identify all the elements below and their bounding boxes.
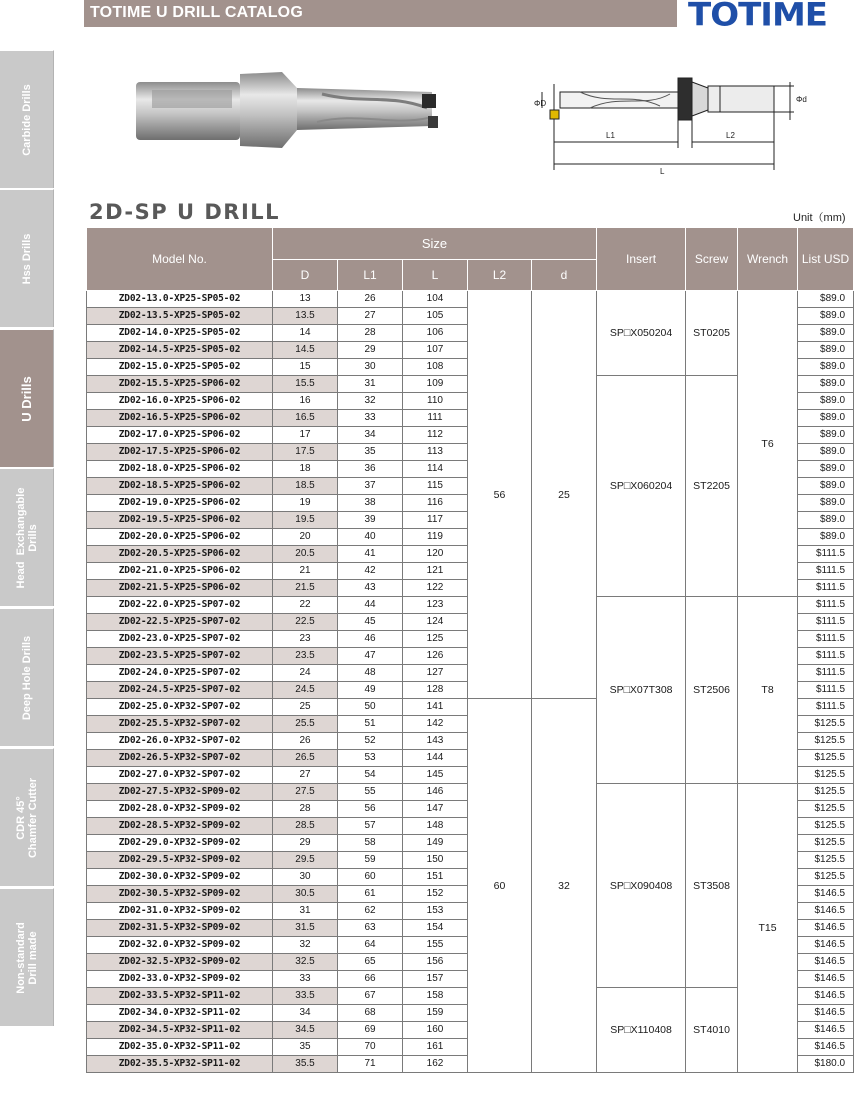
- cell-price: $125.5: [798, 801, 854, 818]
- cell-L: 125: [403, 631, 468, 648]
- cell-D: 27.5: [273, 784, 338, 801]
- cell-price: $111.5: [798, 631, 854, 648]
- diagram-L2: L2: [726, 131, 735, 140]
- cell-D: 23.5: [273, 648, 338, 665]
- cell-D: 27: [273, 767, 338, 784]
- cell-model: ZD02-34.5-XP32-SP11-02: [87, 1022, 273, 1039]
- col-header-price: List USD: [798, 228, 854, 291]
- cell-model: ZD02-30.0-XP32-SP09-02: [87, 869, 273, 886]
- cell-model: ZD02-24.0-XP25-SP07-02: [87, 665, 273, 682]
- cell-l2-group: 60: [468, 699, 532, 1073]
- cell-L1: 32: [338, 393, 403, 410]
- cell-L: 162: [403, 1056, 468, 1073]
- cell-L1: 64: [338, 937, 403, 954]
- cell-L1: 27: [338, 308, 403, 325]
- cell-L1: 38: [338, 495, 403, 512]
- cell-L1: 71: [338, 1056, 403, 1073]
- cell-D: 16.5: [273, 410, 338, 427]
- cell-D: 22.5: [273, 614, 338, 631]
- col-header-L1: L1: [338, 260, 403, 291]
- cell-L: 119: [403, 529, 468, 546]
- col-header-wrench: Wrench: [738, 228, 798, 291]
- cell-price: $125.5: [798, 869, 854, 886]
- cell-D: 34.5: [273, 1022, 338, 1039]
- cell-model: ZD02-19.0-XP25-SP06-02: [87, 495, 273, 512]
- cell-model: ZD02-27.0-XP32-SP07-02: [87, 767, 273, 784]
- cell-L: 154: [403, 920, 468, 937]
- cell-price: $125.5: [798, 784, 854, 801]
- cell-model: ZD02-15.0-XP25-SP05-02: [87, 359, 273, 376]
- cell-L: 109: [403, 376, 468, 393]
- cell-L: 155: [403, 937, 468, 954]
- cell-L1: 44: [338, 597, 403, 614]
- cell-L1: 29: [338, 342, 403, 359]
- cell-L1: 34: [338, 427, 403, 444]
- cell-price: $111.5: [798, 580, 854, 597]
- cell-screw-group: ST2506: [686, 597, 738, 784]
- cell-L: 113: [403, 444, 468, 461]
- cell-L1: 42: [338, 563, 403, 580]
- u-drill-photo: [132, 64, 448, 156]
- cell-D: 21: [273, 563, 338, 580]
- cell-L1: 60: [338, 869, 403, 886]
- cell-model: ZD02-28.5-XP32-SP09-02: [87, 818, 273, 835]
- cell-L1: 62: [338, 903, 403, 920]
- cell-price: $125.5: [798, 852, 854, 869]
- cell-L: 115: [403, 478, 468, 495]
- cell-D: 13.5: [273, 308, 338, 325]
- cell-price: $125.5: [798, 716, 854, 733]
- cell-model: ZD02-16.0-XP25-SP06-02: [87, 393, 273, 410]
- cell-screw-group: ST3508: [686, 784, 738, 988]
- cell-model: ZD02-24.5-XP25-SP07-02: [87, 682, 273, 699]
- cell-price: $89.0: [798, 410, 854, 427]
- cell-D: 30: [273, 869, 338, 886]
- cell-L1: 51: [338, 716, 403, 733]
- cell-L1: 58: [338, 835, 403, 852]
- cell-D: 24.5: [273, 682, 338, 699]
- cell-model: ZD02-20.0-XP25-SP06-02: [87, 529, 273, 546]
- cell-price: $146.5: [798, 971, 854, 988]
- cell-model: ZD02-23.5-XP25-SP07-02: [87, 648, 273, 665]
- section-title: 2D-SP U DRILL: [89, 200, 281, 224]
- cell-D: 18.5: [273, 478, 338, 495]
- cell-L1: 70: [338, 1039, 403, 1056]
- cell-L1: 41: [338, 546, 403, 563]
- cell-D: 29: [273, 835, 338, 852]
- cell-L: 151: [403, 869, 468, 886]
- cell-D: 34: [273, 1005, 338, 1022]
- sidebar-tab-label: Carbide Drills: [20, 83, 33, 156]
- cell-L1: 28: [338, 325, 403, 342]
- cell-L: 157: [403, 971, 468, 988]
- cell-L1: 31: [338, 376, 403, 393]
- cell-price: $146.5: [798, 903, 854, 920]
- cell-D: 30.5: [273, 886, 338, 903]
- cell-D: 21.5: [273, 580, 338, 597]
- cell-L1: 35: [338, 444, 403, 461]
- spec-table-body: [87, 291, 854, 1073]
- col-header-D: D: [273, 260, 338, 291]
- u-drill-spec-table: [86, 227, 854, 1073]
- cell-D: 32: [273, 937, 338, 954]
- cell-L1: 65: [338, 954, 403, 971]
- cell-price: $146.5: [798, 1005, 854, 1022]
- cell-L1: 26: [338, 291, 403, 308]
- cell-L1: 36: [338, 461, 403, 478]
- sidebar-tab-label: U Drills: [18, 375, 34, 422]
- cell-D: 19.5: [273, 512, 338, 529]
- cell-price: $125.5: [798, 835, 854, 852]
- cell-price: $111.5: [798, 614, 854, 631]
- cell-model: ZD02-27.5-XP32-SP09-02: [87, 784, 273, 801]
- sidebar-tab-label: Hss Drills: [20, 233, 33, 284]
- cell-screw-group: ST2205: [686, 376, 738, 597]
- cell-model: ZD02-25.0-XP32-SP07-02: [87, 699, 273, 716]
- cell-model: ZD02-28.0-XP32-SP09-02: [87, 801, 273, 818]
- cell-L1: 53: [338, 750, 403, 767]
- cell-price: $89.0: [798, 512, 854, 529]
- cell-L: 106: [403, 325, 468, 342]
- cell-L: 120: [403, 546, 468, 563]
- cell-D: 16: [273, 393, 338, 410]
- cell-D: 19: [273, 495, 338, 512]
- cell-price: $89.0: [798, 308, 854, 325]
- cell-insert-group: SP□X07T308: [597, 597, 686, 784]
- cell-price: $89.0: [798, 359, 854, 376]
- cell-model: ZD02-31.0-XP32-SP09-02: [87, 903, 273, 920]
- cell-model: ZD02-14.5-XP25-SP05-02: [87, 342, 273, 359]
- cell-model: ZD02-30.5-XP32-SP09-02: [87, 886, 273, 903]
- cell-model: ZD02-16.5-XP25-SP06-02: [87, 410, 273, 427]
- cell-L: 126: [403, 648, 468, 665]
- cell-L: 124: [403, 614, 468, 631]
- cell-wrench-group: T8: [738, 597, 798, 784]
- cell-price: $111.5: [798, 699, 854, 716]
- cell-L1: 45: [338, 614, 403, 631]
- cell-L: 104: [403, 291, 468, 308]
- cell-model: ZD02-20.5-XP25-SP06-02: [87, 546, 273, 563]
- col-header-insert: Insert: [597, 228, 686, 291]
- cell-L: 142: [403, 716, 468, 733]
- cell-insert-group: SP□X060204: [597, 376, 686, 597]
- catalog-header-bar: [84, 0, 677, 27]
- diagram-L: L: [660, 167, 665, 176]
- cell-D: 33: [273, 971, 338, 988]
- cell-D: 17: [273, 427, 338, 444]
- cell-insert-group: SP□X090408: [597, 784, 686, 988]
- cell-price: $125.5: [798, 750, 854, 767]
- cell-D: 26: [273, 733, 338, 750]
- cell-model: ZD02-22.0-XP25-SP07-02: [87, 597, 273, 614]
- cell-L: 161: [403, 1039, 468, 1056]
- cell-L: 114: [403, 461, 468, 478]
- cell-L: 146: [403, 784, 468, 801]
- totime-logo: TOTIME: [688, 0, 827, 34]
- cell-L1: 33: [338, 410, 403, 427]
- cell-D: 35: [273, 1039, 338, 1056]
- cell-D: 17.5: [273, 444, 338, 461]
- cell-model: ZD02-33.5-XP32-SP11-02: [87, 988, 273, 1005]
- cell-price: $125.5: [798, 733, 854, 750]
- cell-price: $89.0: [798, 478, 854, 495]
- cell-L1: 59: [338, 852, 403, 869]
- u-drill-dimension-diagram: [520, 70, 820, 182]
- sidebar-tab-label: CDR 45° Chamfer Cutter: [14, 777, 39, 858]
- cell-L: 148: [403, 818, 468, 835]
- cell-price: $111.5: [798, 546, 854, 563]
- cell-L: 111: [403, 410, 468, 427]
- cell-L: 127: [403, 665, 468, 682]
- col-header-screw: Screw: [686, 228, 738, 291]
- cell-D: 32.5: [273, 954, 338, 971]
- cell-L: 156: [403, 954, 468, 971]
- cell-wrench-group: T6: [738, 291, 798, 597]
- cell-L: 160: [403, 1022, 468, 1039]
- cell-model: ZD02-31.5-XP32-SP09-02: [87, 920, 273, 937]
- table-row: [87, 291, 854, 308]
- cell-D: 35.5: [273, 1056, 338, 1073]
- cell-D: 28: [273, 801, 338, 818]
- cell-price: $125.5: [798, 818, 854, 835]
- cell-price: $89.0: [798, 461, 854, 478]
- cell-price: $89.0: [798, 427, 854, 444]
- cell-L1: 68: [338, 1005, 403, 1022]
- cell-L1: 49: [338, 682, 403, 699]
- col-header-d: d: [532, 260, 597, 291]
- sidebar-tab-cdr-chamfer-cutter[interactable]: [0, 748, 54, 886]
- cell-L1: 55: [338, 784, 403, 801]
- diagram-phi-D: ΦD: [534, 99, 547, 108]
- cell-price: $146.5: [798, 954, 854, 971]
- cell-d-group: 32: [532, 699, 597, 1073]
- cell-L: 108: [403, 359, 468, 376]
- cell-model: ZD02-29.5-XP32-SP09-02: [87, 852, 273, 869]
- cell-insert-group: SP□X050204: [597, 291, 686, 376]
- cell-model: ZD02-19.5-XP25-SP06-02: [87, 512, 273, 529]
- cell-price: $146.5: [798, 1039, 854, 1056]
- col-header-size: Size: [273, 228, 597, 260]
- cell-price: $89.0: [798, 291, 854, 308]
- cell-price: $146.5: [798, 937, 854, 954]
- col-header-L: L: [403, 260, 468, 291]
- cell-d-group: 25: [532, 291, 597, 699]
- cell-model: ZD02-18.0-XP25-SP06-02: [87, 461, 273, 478]
- cell-model: ZD02-13.5-XP25-SP05-02: [87, 308, 273, 325]
- sidebar-tab-label: Deep Hole Drills: [20, 635, 33, 720]
- cell-model: ZD02-13.0-XP25-SP05-02: [87, 291, 273, 308]
- cell-price: $111.5: [798, 563, 854, 580]
- cell-D: 23: [273, 631, 338, 648]
- cell-D: 14.5: [273, 342, 338, 359]
- cell-D: 13: [273, 291, 338, 308]
- cell-model: ZD02-33.0-XP32-SP09-02: [87, 971, 273, 988]
- cell-L: 122: [403, 580, 468, 597]
- cell-price: $89.0: [798, 529, 854, 546]
- cell-L1: 69: [338, 1022, 403, 1039]
- cell-price: $125.5: [798, 767, 854, 784]
- cell-price: $89.0: [798, 444, 854, 461]
- cell-D: 31.5: [273, 920, 338, 937]
- cell-L: 107: [403, 342, 468, 359]
- cell-model: ZD02-14.0-XP25-SP05-02: [87, 325, 273, 342]
- sidebar-tab-head-exchangable-drills[interactable]: [0, 468, 54, 606]
- cell-D: 28.5: [273, 818, 338, 835]
- cell-D: 25: [273, 699, 338, 716]
- cell-D: 20.5: [273, 546, 338, 563]
- cell-insert-group: SP□X110408: [597, 988, 686, 1073]
- cell-price: $89.0: [798, 376, 854, 393]
- cell-price: $89.0: [798, 495, 854, 512]
- cell-D: 33.5: [273, 988, 338, 1005]
- cell-L: 144: [403, 750, 468, 767]
- cell-L1: 37: [338, 478, 403, 495]
- cell-L1: 43: [338, 580, 403, 597]
- cell-model: ZD02-17.0-XP25-SP06-02: [87, 427, 273, 444]
- cell-D: 15: [273, 359, 338, 376]
- cell-D: 24: [273, 665, 338, 682]
- cell-price: $180.0: [798, 1056, 854, 1073]
- cell-price: $111.5: [798, 597, 854, 614]
- diagram-phi-d: Φd: [796, 95, 807, 104]
- cell-price: $89.0: [798, 342, 854, 359]
- cell-model: ZD02-34.0-XP32-SP11-02: [87, 1005, 273, 1022]
- cell-L: 112: [403, 427, 468, 444]
- cell-L1: 63: [338, 920, 403, 937]
- cell-L: 116: [403, 495, 468, 512]
- cell-L: 128: [403, 682, 468, 699]
- cell-price: $111.5: [798, 682, 854, 699]
- col-header-model: Model No.: [87, 228, 273, 291]
- cell-model: ZD02-26.5-XP32-SP07-02: [87, 750, 273, 767]
- cell-D: 20: [273, 529, 338, 546]
- unit-note: Unit（mm): [793, 212, 846, 224]
- cell-model: ZD02-35.5-XP32-SP11-02: [87, 1056, 273, 1073]
- cell-L: 158: [403, 988, 468, 1005]
- cell-D: 26.5: [273, 750, 338, 767]
- cell-L1: 66: [338, 971, 403, 988]
- cell-price: $146.5: [798, 920, 854, 937]
- cell-L1: 56: [338, 801, 403, 818]
- cell-model: ZD02-23.0-XP25-SP07-02: [87, 631, 273, 648]
- cell-screw-group: ST4010: [686, 988, 738, 1073]
- cell-D: 31: [273, 903, 338, 920]
- col-header-L2: L2: [468, 260, 532, 291]
- cell-L: 141: [403, 699, 468, 716]
- cell-L1: 46: [338, 631, 403, 648]
- cell-price: $146.5: [798, 988, 854, 1005]
- cell-D: 18: [273, 461, 338, 478]
- cell-D: 29.5: [273, 852, 338, 869]
- cell-D: 22: [273, 597, 338, 614]
- cell-L1: 30: [338, 359, 403, 376]
- sidebar-tab-carbide-drills[interactable]: [0, 50, 54, 188]
- cell-model: ZD02-21.5-XP25-SP06-02: [87, 580, 273, 597]
- cell-model: ZD02-29.0-XP32-SP09-02: [87, 835, 273, 852]
- cell-price: $89.0: [798, 325, 854, 342]
- cell-model: ZD02-22.5-XP25-SP07-02: [87, 614, 273, 631]
- cell-L: 143: [403, 733, 468, 750]
- cell-L: 105: [403, 308, 468, 325]
- cell-price: $111.5: [798, 665, 854, 682]
- cell-L: 145: [403, 767, 468, 784]
- cell-model: ZD02-32.5-XP32-SP09-02: [87, 954, 273, 971]
- cell-L1: 47: [338, 648, 403, 665]
- sidebar-tab-hss-drills[interactable]: [0, 189, 54, 327]
- cell-L: 123: [403, 597, 468, 614]
- cell-D: 25.5: [273, 716, 338, 733]
- cell-l2-group: 56: [468, 291, 532, 699]
- cell-L1: 57: [338, 818, 403, 835]
- cell-model: ZD02-25.5-XP32-SP07-02: [87, 716, 273, 733]
- cell-L: 159: [403, 1005, 468, 1022]
- cell-L: 110: [403, 393, 468, 410]
- cell-L: 149: [403, 835, 468, 852]
- cell-price: $89.0: [798, 393, 854, 410]
- cell-L: 153: [403, 903, 468, 920]
- sidebar-tab-label: Head Exchangable Drills: [14, 487, 39, 588]
- cell-L: 150: [403, 852, 468, 869]
- cell-model: ZD02-35.0-XP32-SP11-02: [87, 1039, 273, 1056]
- cell-D: 14: [273, 325, 338, 342]
- cell-L1: 54: [338, 767, 403, 784]
- cell-wrench-group: T15: [738, 784, 798, 1073]
- cell-model: ZD02-17.5-XP25-SP06-02: [87, 444, 273, 461]
- cell-model: ZD02-15.5-XP25-SP06-02: [87, 376, 273, 393]
- cell-L1: 39: [338, 512, 403, 529]
- cell-D: 15.5: [273, 376, 338, 393]
- cell-L1: 52: [338, 733, 403, 750]
- cell-price: $111.5: [798, 648, 854, 665]
- diagram-L1: L1: [606, 131, 615, 140]
- cell-L1: 61: [338, 886, 403, 903]
- cell-L1: 50: [338, 699, 403, 716]
- cell-price: $146.5: [798, 886, 854, 903]
- cell-L: 147: [403, 801, 468, 818]
- cell-L: 121: [403, 563, 468, 580]
- cell-L1: 67: [338, 988, 403, 1005]
- sidebar-tab-deep-hole-drills[interactable]: [0, 608, 54, 746]
- cell-model: ZD02-26.0-XP32-SP07-02: [87, 733, 273, 750]
- cell-L1: 48: [338, 665, 403, 682]
- sidebar-tab-non-standard-drill-made[interactable]: [0, 888, 54, 1026]
- sidebar-tab-label: Non-standard Drill made: [14, 921, 39, 994]
- cell-L: 117: [403, 512, 468, 529]
- cell-L1: 40: [338, 529, 403, 546]
- sidebar-tab-u-drills[interactable]: [0, 329, 54, 467]
- cell-model: ZD02-21.0-XP25-SP06-02: [87, 563, 273, 580]
- cell-model: ZD02-18.5-XP25-SP06-02: [87, 478, 273, 495]
- cell-L: 152: [403, 886, 468, 903]
- cell-model: ZD02-32.0-XP32-SP09-02: [87, 937, 273, 954]
- cell-price: $146.5: [798, 1022, 854, 1039]
- catalog-title: TOTIME U DRILL CATALOG: [90, 4, 303, 21]
- cell-screw-group: ST0205: [686, 291, 738, 376]
